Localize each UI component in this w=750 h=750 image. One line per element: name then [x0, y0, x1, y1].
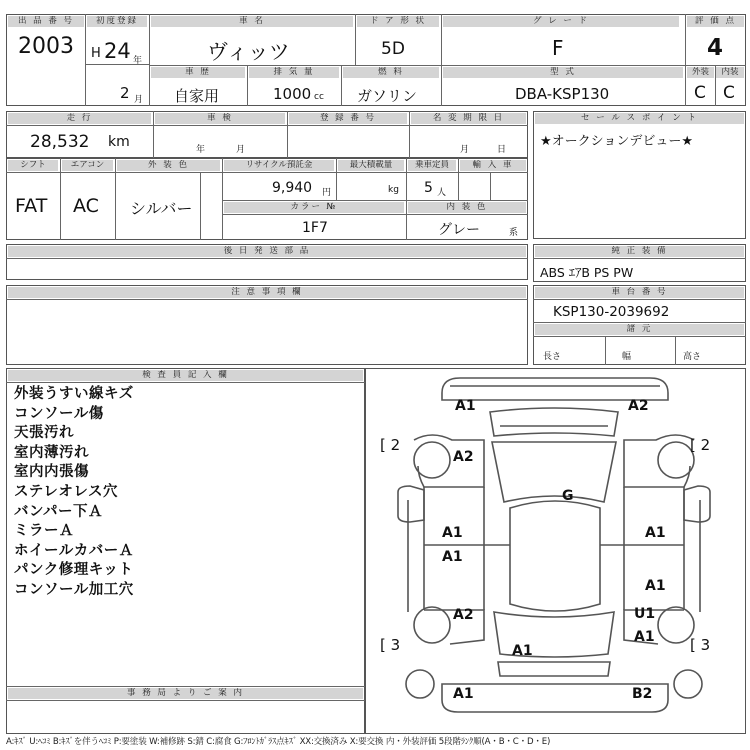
damage-legend: A:ｷｽﾞ U:ﾍｺﾐ B:ｷｽﾞを伴うﾍｺﾐ P:要塗装 W:補修跡 S:錆 C:腐食 G:ﾌﾛﾝﾄｶﾞﾗｽ点ｷｽﾞ XX:交換済み X:要交換 内・外装評価 5段階ﾗﾝｸ順(A・B・C・D・E): [6, 737, 551, 747]
inspection-year-unit: 年: [196, 145, 206, 155]
inspector-notes-list: [14, 385, 134, 601]
front-bumper-left-label: A1: [455, 398, 476, 414]
grade-header: グ レ ー ド: [443, 16, 679, 27]
list-item: 天張汚れ: [14, 425, 74, 442]
capacity: 5: [424, 180, 433, 196]
sales-point: ★オークションデビュー★: [540, 134, 694, 149]
displacement: 1000: [273, 85, 312, 103]
later-parts-header: 後 日 発 送 部 品: [8, 246, 526, 257]
list-item: ホイールカバーＡ: [14, 542, 134, 559]
displacement-unit: cc: [314, 92, 324, 102]
mileage: 28,532: [30, 132, 90, 152]
door-rear-left-label: A1: [442, 549, 463, 565]
shift: FAT: [15, 195, 48, 217]
tire-rear-left-label: [ 3: [380, 636, 401, 654]
first-reg-year-unit: 年: [133, 56, 143, 66]
displacement-header: 排 気 量: [249, 67, 339, 78]
model-header: 型 式: [443, 67, 683, 78]
quarter-rear-right-bottom-label: A1: [634, 629, 655, 645]
list-item: コンソール傷: [14, 405, 104, 422]
door-front-left-label: A1: [442, 525, 463, 541]
car-name: ヴィッツ: [207, 40, 290, 64]
fuel: ガソリン: [357, 87, 418, 105]
chassis-number: KSP130-2039692: [553, 304, 670, 320]
list-item: 外装うすい線キズ: [14, 386, 134, 402]
history: 自家用: [174, 87, 220, 105]
max-load-unit: kg: [388, 185, 399, 195]
exterior-grade: C: [694, 83, 706, 103]
roof-shape: [510, 501, 600, 611]
hood-shape: [490, 408, 618, 436]
first-reg-header: 初度登録: [87, 16, 147, 27]
list-item: コンソール加工穴: [14, 581, 134, 598]
reg-no-header: 登 録 番 号: [289, 113, 407, 124]
dims-header: 諸 元: [535, 324, 744, 335]
grade: F: [552, 36, 564, 60]
name-change-day-unit: 日: [497, 145, 507, 155]
mileage-header: 走 行: [8, 113, 151, 124]
shift-header: シフト: [8, 160, 58, 171]
tire-front-right-label: [ 2: [690, 436, 711, 454]
door-front-right-label: A1: [645, 525, 666, 541]
first-reg-era: H: [91, 46, 101, 61]
color-no: 1F7: [302, 220, 328, 236]
score-header: 評 価 点: [687, 16, 744, 27]
first-reg-month: 2: [120, 84, 130, 102]
ac: AC: [73, 195, 99, 217]
inspector-header: 検 査 員 記 入 欄: [8, 370, 363, 381]
recycle-fee: 9,940: [272, 180, 313, 196]
int-color: グレー: [438, 222, 480, 238]
quarter-rear-left-label: A2: [453, 607, 474, 623]
tire-rear-right-label: [ 3: [690, 636, 711, 654]
chassis-header: 車 台 番 号: [535, 287, 744, 298]
tire-front-left-label: [ 2: [380, 436, 401, 454]
lot-no: 2003: [18, 34, 74, 59]
list-item: ミラーＡ: [14, 523, 74, 540]
rear-bumper-left-label: A1: [453, 686, 474, 702]
color-header: 外 装 色: [117, 160, 220, 171]
list-item: パンク修理キット: [14, 562, 134, 579]
interior-header: 内装: [716, 67, 744, 78]
inspection-header: 車 検: [155, 113, 285, 124]
model: DBA-KSP130: [515, 85, 610, 103]
inspection-month-unit: 月: [236, 145, 246, 155]
history-header: 車 歴: [151, 67, 245, 78]
recycle-header: リサイクル預託金: [224, 160, 334, 171]
equipment: ABS ｴｱB PS PW: [540, 265, 634, 280]
import-header: 輸 入 車: [460, 160, 526, 171]
exterior-header: 外装: [687, 67, 714, 78]
capacity-unit: 人: [437, 188, 447, 198]
sales-point-header: セ ー ル ス ポ イ ン ト: [535, 113, 744, 124]
height-label: 高さ: [683, 352, 702, 362]
mileage-unit: km: [108, 134, 130, 150]
list-item: ステレオレス穴: [14, 483, 118, 500]
notes-header: 注 意 事 項 欄: [8, 287, 526, 298]
length-label: 長さ: [543, 352, 562, 362]
name-change-header: 名 変 期 限 日: [411, 113, 526, 124]
fender-front-left-label: A2: [453, 449, 474, 465]
windshield-shape: [492, 442, 616, 502]
name-change-month-unit: 月: [460, 145, 470, 155]
list-item: 室内薄汚れ: [14, 444, 89, 461]
equipment-header: 純 正 装 備: [535, 246, 744, 257]
door-header: ド ア 形 状: [357, 16, 439, 27]
width-label: 幅: [622, 352, 632, 362]
lot-no-header: 出 品 番 号: [8, 16, 84, 27]
score: 4: [707, 35, 724, 61]
ac-header: エアコン: [62, 160, 113, 171]
rear-gate-label: A1: [512, 643, 533, 659]
list-item: 室内内張傷: [14, 464, 89, 481]
body-color: シルバー: [130, 199, 193, 218]
int-color-header: 内 装 色: [408, 202, 526, 213]
capacity-header: 乗車定員: [408, 160, 456, 171]
front-bumper-shape: [442, 378, 668, 400]
car-name-header: 車 名: [151, 16, 353, 27]
recycle-unit: 円: [322, 188, 332, 198]
fuel-header: 燃 料: [343, 67, 439, 78]
quarter-rear-right-top-label: U1: [634, 606, 656, 622]
list-item: バンパー下Ａ: [14, 503, 103, 520]
max-load-header: 最大積載量: [338, 160, 404, 171]
front-bumper-right-label: A2: [628, 398, 649, 414]
office-header: 事 務 局 よ り ご 案 内: [8, 688, 363, 699]
rear-bumper-right-label: B2: [632, 686, 653, 702]
door-rear-right-label: A1: [645, 578, 666, 594]
tire-rear-right-shape: [658, 607, 694, 643]
windshield-label: G: [562, 488, 574, 504]
first-reg-month-unit: 月: [134, 95, 144, 105]
int-color-unit: 系: [509, 228, 519, 238]
color-no-header: カラー №: [224, 202, 404, 213]
first-reg-year: 24: [104, 39, 131, 63]
tire-rear-left-shape: [414, 607, 450, 643]
door-type: 5D: [381, 39, 405, 59]
car-diagram: [365, 368, 746, 734]
interior-grade: C: [723, 83, 735, 103]
